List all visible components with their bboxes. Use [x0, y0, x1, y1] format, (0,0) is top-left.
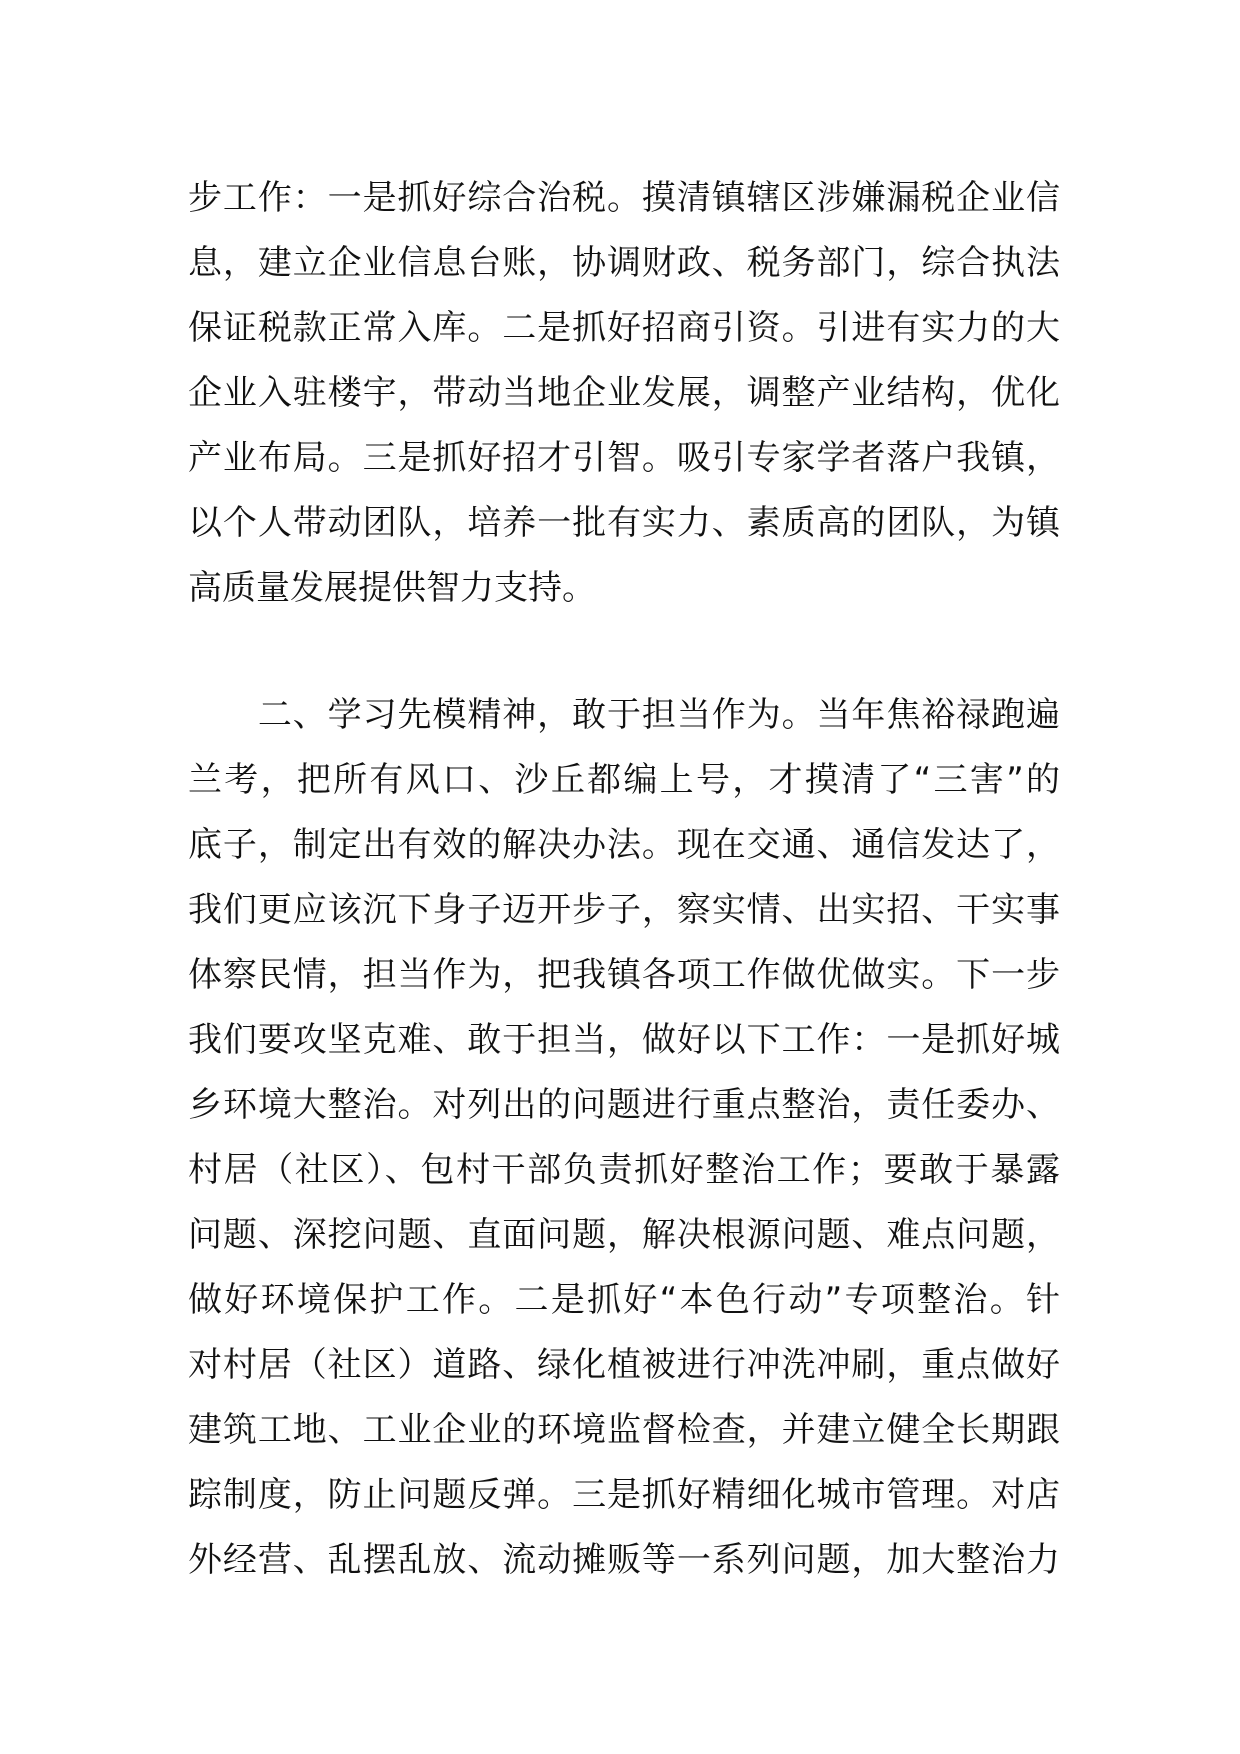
text-line: 对村居（社区）道路、绿化植被进行冲洗冲刷，重点做好	[188, 1345, 1060, 1385]
text-line: 保证税款正常入库。二是抓好招商引资。引进有实力的大	[188, 308, 1060, 348]
paragraph-learn-model-spirit	[188, 683, 1060, 1593]
text-line: 产业布局。三是抓好招才引智。吸引专家学者落户我镇，	[188, 438, 1060, 478]
text-line: 建筑工地、工业企业的环境监督检查，并建立健全长期跟	[188, 1410, 1060, 1450]
text-line: 踪制度，防止问题反弹。三是抓好精细化城市管理。对店	[188, 1475, 1060, 1515]
text-line: 二、学习先模精神，敢于担当作为。当年焦裕禄跑遍	[188, 695, 1060, 735]
text-line: 高质量发展提供智力支持。	[188, 568, 596, 608]
paragraph-tax-investment-talent	[188, 166, 1060, 621]
text-line: 底子，制定出有效的解决办法。现在交通、通信发达了，	[188, 825, 1060, 865]
text-line: 做好环境保护工作。二是抓好“本色行动”专项整治。针	[188, 1280, 1060, 1320]
text-line: 我们要攻坚克难、敢于担当，做好以下工作：一是抓好城	[188, 1020, 1060, 1060]
text-line: 步工作：一是抓好综合治税。摸清镇辖区涉嫌漏税企业信	[188, 178, 1060, 218]
text-line: 问题、深挖问题、直面问题，解决根源问题、难点问题，	[188, 1215, 1060, 1255]
text-line: 外经营、乱摆乱放、流动摊贩等一系列问题，加大整治力	[188, 1540, 1060, 1580]
text-line: 体察民情，担当作为，把我镇各项工作做优做实。下一步	[188, 955, 1060, 995]
text-line: 村居（社区）、包村干部负责抓好整治工作；要敢于暴露	[188, 1150, 1060, 1190]
text-line: 我们更应该沉下身子迈开步子，察实情、出实招、干实事	[188, 890, 1060, 930]
text-line: 息，建立企业信息台账，协调财政、税务部门，综合执法	[188, 243, 1060, 283]
text-line: 兰考，把所有风口、沙丘都编上号，才摸清了“三害”的	[188, 760, 1060, 800]
text-line: 乡环境大整治。对列出的问题进行重点整治，责任委办、	[188, 1085, 1060, 1125]
text-line: 企业入驻楼宇，带动当地企业发展，调整产业结构，优化	[188, 373, 1060, 413]
text-line: 以个人带动团队，培养一批有实力、素质高的团队，为镇	[188, 503, 1060, 543]
